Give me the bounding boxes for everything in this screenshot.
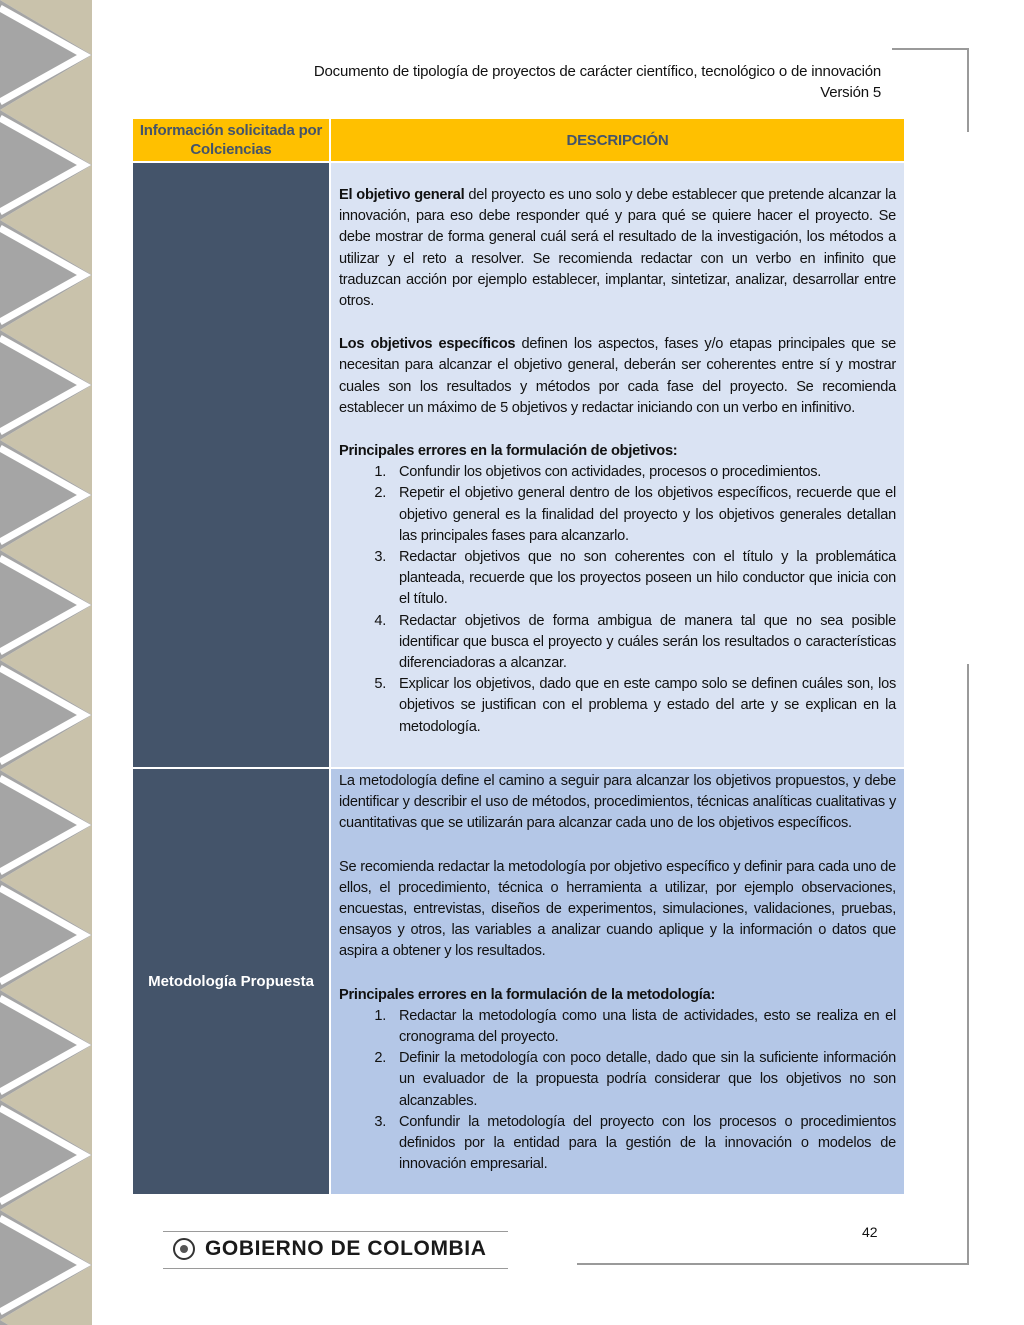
colombia-seal-icon xyxy=(173,1238,195,1260)
list-item-text: Confundir la metodología del proyecto con los procesos o procedimientos definidos por la entidad para la gestión de la innovación o modelos de innovación empresarial. xyxy=(399,1113,896,1173)
list-item-text: Redactar objetivos que no son coherentes con el título y la problemática planteada, recuerde que los proyectos poseen un hilo conductor que inicia con el título. xyxy=(399,549,896,608)
list-item-number: 1. xyxy=(374,464,386,481)
table-header-row xyxy=(133,119,904,161)
footer-divider-top xyxy=(163,1231,508,1232)
list-item xyxy=(339,483,896,547)
list-item xyxy=(339,611,896,675)
footer-divider-bottom xyxy=(163,1268,508,1269)
list-item-number: 4. xyxy=(374,612,386,629)
objectives-row xyxy=(133,163,904,767)
objective-errors-list xyxy=(339,462,896,738)
list-item-text: Redactar la metodología como una lista de actividades, esto se realiza en el cronograma del proyecto. xyxy=(399,1007,896,1046)
government-logo xyxy=(173,1237,487,1261)
methodology-paragraph-1: La metodología define el camino a seguir para alcanzar los objetivos propuestos, y debe identificar y describir el uso de métodos, procedimientos, técnicas analíticas cualitativas y cuantitativas que se utilizarán para alcanzar cada uno de los objetivos específicos. xyxy=(339,773,896,832)
list-item xyxy=(339,1048,896,1112)
page-number: 42 xyxy=(862,1224,878,1240)
objective-errors-title: Principales errores en la formulación de objetivos: xyxy=(339,443,678,460)
document-header xyxy=(314,61,881,103)
list-item-number: 2. xyxy=(374,1050,386,1067)
specific-objectives-paragraph xyxy=(339,334,896,419)
methodology-errors-list xyxy=(339,1006,896,1176)
general-objective-text: del proyecto es uno solo y debe establecer que pretende alcanzar la innovación, para eso debe responder qué y para qué se quiere hacer el proyecto. Se debe mostrar de forma general cuál será el resultado de la investigación, los métodos a utilizar y el reto a resolver. Se recomienda redactar con un verbo en infinito que traduzcan acción por ejemplo establecer, implantar, sintetizar, analizar, desarrollar entre otros. xyxy=(339,187,896,310)
methodology-description-cell xyxy=(331,769,904,1194)
list-item-text: Definir la metodología con poco detalle, dado que sin la suficiente información un evaluador de la propuesta podría considerar que los objetivos no son alcanzables. xyxy=(399,1050,896,1109)
list-item-number: 3. xyxy=(374,549,386,566)
list-item xyxy=(339,1112,896,1176)
objectives-label-cell xyxy=(133,163,329,767)
specific-objectives-text: definen los aspectos, fases y/o etapas principales que se necesitan para alcanzar el objetivo general, deberán ser coherentes entre sí y mostrar cuales son los resultados y métodos por cada fase del proyecto. Se recomienda establecer un máximo de 5 objetivos y redactar iniciando con un verbo en infinitivo. xyxy=(339,336,896,416)
specific-objectives-term: Los objetivos específicos xyxy=(339,336,516,353)
list-item-number: 2. xyxy=(374,485,386,502)
methodology-label: Metodología Propuesta xyxy=(133,769,329,1194)
methodology-paragraph-2: Se recomienda redactar la metodología por objetivo específico y definir para cada uno de ellos, el procedimiento, técnica o herramienta a utilizar, por ejemplo observaciones, encuestas, entrevistas, diseños de experimentos, simulaciones, validaciones, pruebas, ensayos y otros, las variables a analizar cuando aplique y la información o datos que aspira a obtener y los resultados. xyxy=(339,858,896,960)
list-item-text: Repetir el objetivo general dentro de los objetivos específicos, recuerde que el objetivo general es la finalidad del proyecto y los objetivos generales detallan las principales fases para alcanzarlo. xyxy=(399,485,896,544)
decorative-chevron-strip xyxy=(0,0,92,1325)
list-item-text: Redactar objetivos de forma ambigua de manera tal que no sea posible identificar que busca el proyecto y cuáles serán los resultados o características diferenciadoras a alcanzar. xyxy=(399,612,896,672)
list-item xyxy=(339,547,896,611)
objectives-description-cell xyxy=(331,163,904,767)
list-item xyxy=(339,462,896,483)
methodology-row xyxy=(133,769,904,1194)
list-item xyxy=(339,1006,896,1048)
general-objective-paragraph xyxy=(339,185,896,312)
list-item-text: Confundir los objetivos con actividades, procesos o procedimientos. xyxy=(399,464,822,481)
list-item-number: 3. xyxy=(374,1113,386,1130)
list-item-number: 1. xyxy=(374,1007,386,1024)
header-title: Documento de tipología de proyectos de carácter científico, tecnológico o de innovación xyxy=(313,63,881,80)
methodology-errors-title: Principales errores en la formulación de la metodología: xyxy=(339,986,716,1003)
col-header-description: DESCRIPCIÓN xyxy=(331,119,904,161)
list-item xyxy=(339,674,896,738)
col-header-info: Información solicitada por Colciencias xyxy=(133,119,329,161)
list-item-text: Explicar los objetivos, dado que en este campo solo se definen cuáles son, los objetivos se justifican con el problema y estado del arte y se explican en la metodología. xyxy=(399,676,896,735)
government-logo-text: GOBIERNO DE COLOMBIA xyxy=(205,1237,487,1260)
list-item-number: 5. xyxy=(374,676,386,693)
header-version: Versión 5 xyxy=(820,84,881,101)
info-table xyxy=(133,119,904,1194)
general-objective-term: El objetivo general xyxy=(339,187,465,203)
